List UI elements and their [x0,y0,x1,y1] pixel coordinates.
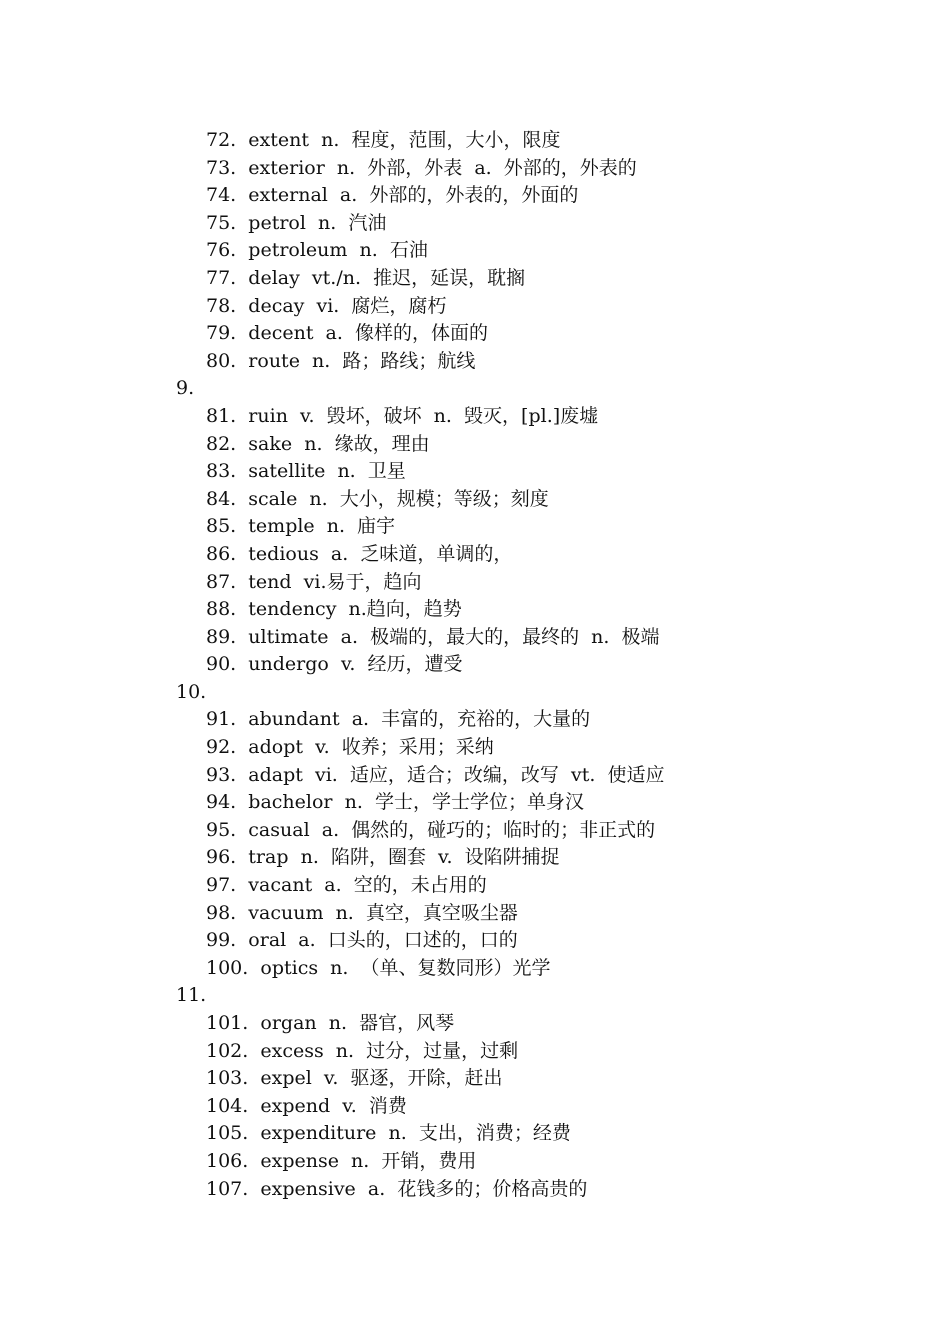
vocab-entry: 97. vacant a. 空的，未占用的 [206,874,487,897]
section-number: 11. [176,984,207,1007]
vocab-entry: 75. petrol n. 汽油 [206,211,387,234]
vocab-entry: 77. delay vt./n. 推迟，延误，耽搁 [206,266,526,289]
vocab-entry: 96. trap n. 陷阱，圈套 v. 设陷阱捕捉 [206,846,560,869]
vocabulary-list [0,127,950,1203]
vocab-entry: 86. tedious a. 乏味道，单调的， [206,542,513,565]
vocab-entry: 105. expenditure n. 支出，消费；经费 [206,1122,571,1145]
vocab-entry: 106. expense n. 开销，费用 [206,1149,477,1172]
vocab-entry: 84. scale n. 大小，规模；等级；刻度 [206,487,549,510]
vocab-entry: 107. expensive a. 花钱多的；价格高贵的 [206,1177,588,1200]
vocab-entry: 98. vacuum n. 真空，真空吸尘器 [206,901,518,924]
vocab-entry: 89. ultimate a. 极端的，最大的，最终的 n. 极端 [206,625,660,648]
vocab-entry: 91. abundant a. 丰富的，充裕的，大量的 [206,708,591,731]
vocab-entry: 101. organ n. 器官，风琴 [206,1012,455,1034]
vocab-entry: 104. expend v. 消费 [206,1094,407,1117]
vocab-entry: 73. exterior n. 外部，外表 a. 外部的，外表的 [206,156,637,179]
vocab-entry: 76. petroleum n. 石油 [206,239,428,262]
vocab-entry: 81. ruin v. 毁坏，破坏 n. 毁灭，[pl.]废墟 [206,404,599,427]
vocab-entry: 74. external a. 外部的，外表的，外面的 [206,184,579,207]
vocab-entry: 85. temple n. 庙宇 [206,515,396,538]
vocab-entry: 83. satellite n. 卫星 [206,460,406,483]
section-number: 9. [176,377,195,400]
vocab-entry: 87. tend vi.易于，趋向 [206,570,422,593]
vocab-entry: 80. route n. 路；路线；航线 [206,349,476,372]
vocab-entry: 99. oral a. 口头的，口述的，口的 [206,929,518,952]
vocab-entry: 78. decay vi. 腐烂，腐朽 [206,294,447,317]
vocab-entry: 82. sake n. 缘故，理由 [206,432,430,455]
section-number: 10. [176,680,207,703]
vocab-entry: 102. excess n. 过分，过量，过剩 [206,1039,519,1062]
vocab-entry: 72. extent n. 程度，范围，大小，限度 [206,129,561,151]
vocab-entry: 94. bachelor n. 学士，学士学位；单身汉 [206,791,584,814]
vocab-entry: 92. adopt v. 收养；采用；采纳 [206,736,494,759]
vocab-entry: 93. adapt vi. 适应，适合；改编，改写 vt. 使适应 [206,763,665,786]
vocab-entry: 79. decent a. 像样的，体面的 [206,322,488,345]
vocab-entry: 100. optics n. （单、复数同形）光学 [206,956,551,979]
vocab-entry: 95. casual a. 偶然的，碰巧的；临时的；非正式的 [206,818,656,841]
vocab-entry: 90. undergo v. 经历，遭受 [206,653,463,676]
vocab-entry: 103. expel v. 驱逐，开除，赶出 [206,1067,503,1090]
vocab-entry: 88. tendency n.趋向，趋势 [206,598,462,621]
